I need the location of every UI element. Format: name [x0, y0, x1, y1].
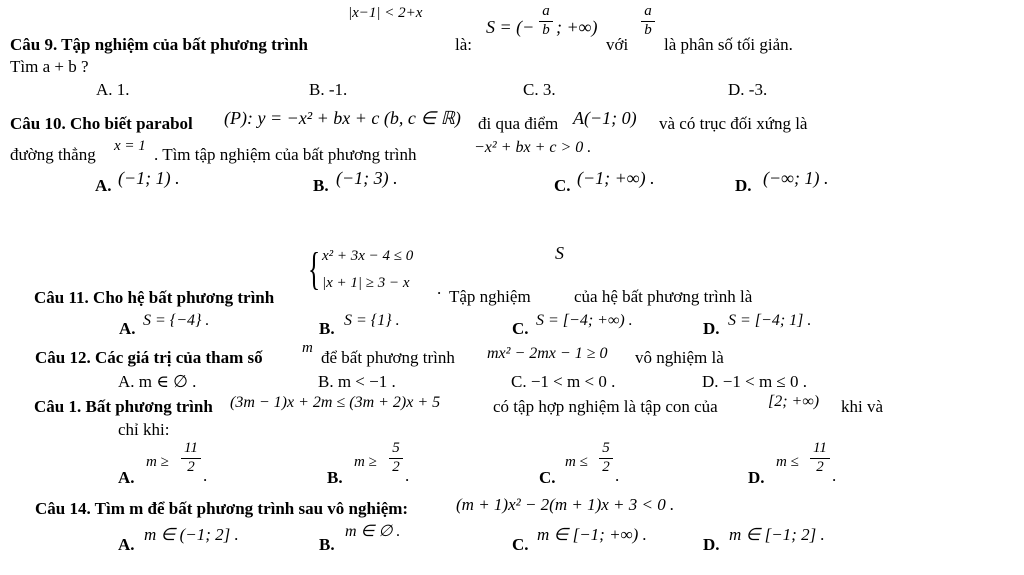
- q13-option-c-label: C.: [539, 468, 556, 487]
- q11-option-a-value: S = {−4} .: [143, 312, 210, 329]
- q10-line1-b: đi qua điểm: [478, 114, 559, 133]
- q12-line-b: để bất phương trình: [321, 348, 455, 367]
- q9-frac-tail: là phân số tối giản.: [664, 35, 793, 54]
- q13-inequality: (3m − 1)x + 2m ≤ (3m + 2)x + 5: [230, 394, 441, 411]
- q9-option-c[interactable]: C. 3.: [523, 80, 556, 99]
- q13-option-a-post: .: [203, 466, 208, 485]
- q10-option-d-value: (−∞; 1) .: [763, 168, 829, 188]
- q13-option-c-num: 5: [602, 440, 610, 456]
- q11-option-a-label: A.: [119, 319, 136, 338]
- q11-option-c-value: S = [−4; +∞) .: [536, 312, 633, 329]
- q13-option-b-post: .: [405, 466, 410, 485]
- q12-line-c: vô nghiệm là: [635, 348, 724, 367]
- q13-option-b-fraction: [389, 441, 403, 476]
- q9-option-b[interactable]: B. -1.: [309, 80, 348, 99]
- q13-line-b: có tập hợp nghiệm là tập con của: [493, 397, 718, 416]
- q11-option-c-label: C.: [512, 319, 529, 338]
- q13-option-b-pre: m ≥: [354, 454, 377, 470]
- q12-m: m: [302, 340, 313, 356]
- q12-option-b[interactable]: B. m < −1 .: [318, 372, 396, 391]
- q11-system-dot: .: [437, 279, 442, 298]
- q9-option-a[interactable]: A. 1.: [96, 80, 130, 99]
- q13-option-c-den: 2: [602, 458, 610, 475]
- q13-option-d-pre: m ≤: [776, 454, 799, 470]
- q13-option-d-label: D.: [748, 468, 765, 487]
- q10-point: A(−1; 0): [573, 108, 637, 128]
- q11-system-line2: |x + 1| ≥ 3 − x: [322, 275, 410, 291]
- q9-text-line1: [10, 36, 308, 53]
- q14-option-a-value: m ∈ (−1; 2] .: [144, 525, 239, 544]
- q12-option-a[interactable]: A. m ∈ ∅ .: [118, 372, 197, 391]
- q13-option-b-den: 2: [392, 458, 400, 475]
- q14-inequality: (m + 1)x² − 2(m + 1)x + 3 < 0 .: [456, 495, 675, 514]
- q13-option-d-post: .: [832, 466, 837, 485]
- q14-option-c-value: m ∈ [−1; +∞) .: [537, 525, 647, 544]
- q11-option-b-label: B.: [319, 319, 335, 338]
- q13-option-d-den: 2: [816, 458, 824, 475]
- q9-label: Câu 9. Tập nghiệm của bất phương trình: [10, 35, 308, 54]
- q13-option-a-num: 11: [184, 440, 198, 456]
- q12-option-c[interactable]: C. −1 < m < 0 .: [511, 372, 616, 391]
- q11-system-line1: x² + 3x − 4 ≤ 0: [322, 248, 414, 264]
- q13-option-b-label: B.: [327, 468, 343, 487]
- q9-fraction-num: a: [542, 3, 550, 19]
- q11-option-d-label: D.: [703, 319, 720, 338]
- q12-label: Câu 12. Các giá trị của tham số: [35, 348, 263, 367]
- q12-inequality: mx² − 2mx − 1 ≥ 0: [487, 345, 608, 362]
- q13-label: Câu 1. Bất phương trình: [34, 397, 213, 416]
- q14-option-b-value: m ∈ ∅ .: [345, 523, 401, 540]
- q14-option-d-label: D.: [703, 535, 720, 554]
- q10-option-a-label: A.: [95, 176, 112, 195]
- q10-axis: x = 1: [114, 138, 146, 154]
- q13-option-a-label: A.: [118, 468, 135, 487]
- q14-option-d-value: m ∈ [−1; 2] .: [729, 525, 825, 544]
- q10-option-c-label: C.: [554, 176, 571, 195]
- q11-option-d-value: S = [−4; 1] .: [728, 312, 812, 329]
- q14-option-a-label: A.: [118, 535, 135, 554]
- q13-option-d-num: 11: [813, 440, 827, 456]
- q14-option-b-label: B.: [319, 535, 335, 554]
- q11-line-b: Tập nghiệm: [449, 287, 531, 306]
- q10-option-d-label: D.: [735, 176, 752, 195]
- q10-parabola: (P): y = −x² + bx + c (b, c ∈ ℝ): [224, 108, 461, 128]
- q9-fraction-2: [641, 4, 655, 39]
- q12-option-d[interactable]: D. −1 < m ≤ 0 .: [702, 372, 808, 391]
- q9-set-left: S = (−: [486, 17, 535, 37]
- q10-option-a-value: (−1; 1) .: [118, 168, 180, 188]
- q10-option-b-label: B.: [313, 176, 329, 195]
- q13-option-c-pre: m ≤: [565, 454, 588, 470]
- q10-line2-a: đường thẳng: [10, 145, 96, 164]
- q13-option-c-fraction: [599, 441, 613, 476]
- q9-voi: với: [606, 35, 629, 54]
- q10-line2-b: . Tìm tập nghiệm của bất phương trình: [154, 145, 417, 164]
- q9-line2: Tìm a + b ?: [10, 57, 89, 76]
- q9-fraction2-num: a: [644, 3, 652, 19]
- q9-inequality: |x−1| < 2+x: [348, 5, 423, 21]
- q11-option-b-value: S = {1} .: [344, 312, 400, 329]
- q9-fraction: [539, 4, 553, 39]
- q13-line-c: khi và: [841, 397, 884, 416]
- q9-fraction2-den: b: [644, 21, 652, 38]
- q10-option-c-value: (−1; +∞) .: [577, 168, 655, 188]
- q11-label: Câu 11. Cho hệ bất phương trình: [34, 288, 275, 307]
- q14-label: Câu 14. Tìm m để bất phương trình sau vô nghiệm:: [35, 499, 409, 518]
- q13-option-d-fraction: [810, 441, 830, 476]
- q13-option-a-pre: m ≥: [146, 454, 169, 470]
- q10-option-b-value: (−1; 3) .: [336, 168, 398, 188]
- q9-fraction-den: b: [542, 21, 550, 38]
- q14-option-c-label: C.: [512, 535, 529, 554]
- q13-option-b-num: 5: [392, 440, 400, 456]
- q13-option-a-den: 2: [187, 458, 195, 475]
- q10-inequality: −x² + bx + c > 0 .: [474, 139, 592, 156]
- q9-la: là:: [455, 35, 472, 54]
- q11-system-brace: {: [308, 243, 321, 294]
- q11-line-c: của hệ bất phương trình là: [574, 287, 753, 306]
- q13-line2: chỉ khi:: [118, 420, 170, 439]
- q13-interval: [2; +∞): [768, 393, 820, 410]
- q11-s-symbol: S: [555, 243, 564, 263]
- q13-option-c-post: .: [615, 466, 620, 485]
- q13-option-a-fraction: [181, 441, 201, 476]
- q10-label: Câu 10. Cho biết parabol: [10, 114, 193, 133]
- q9-option-d[interactable]: D. -3.: [728, 80, 768, 99]
- q10-line1-c: và có trục đối xứng là: [659, 114, 808, 133]
- q9-set-right: ; +∞): [556, 17, 598, 37]
